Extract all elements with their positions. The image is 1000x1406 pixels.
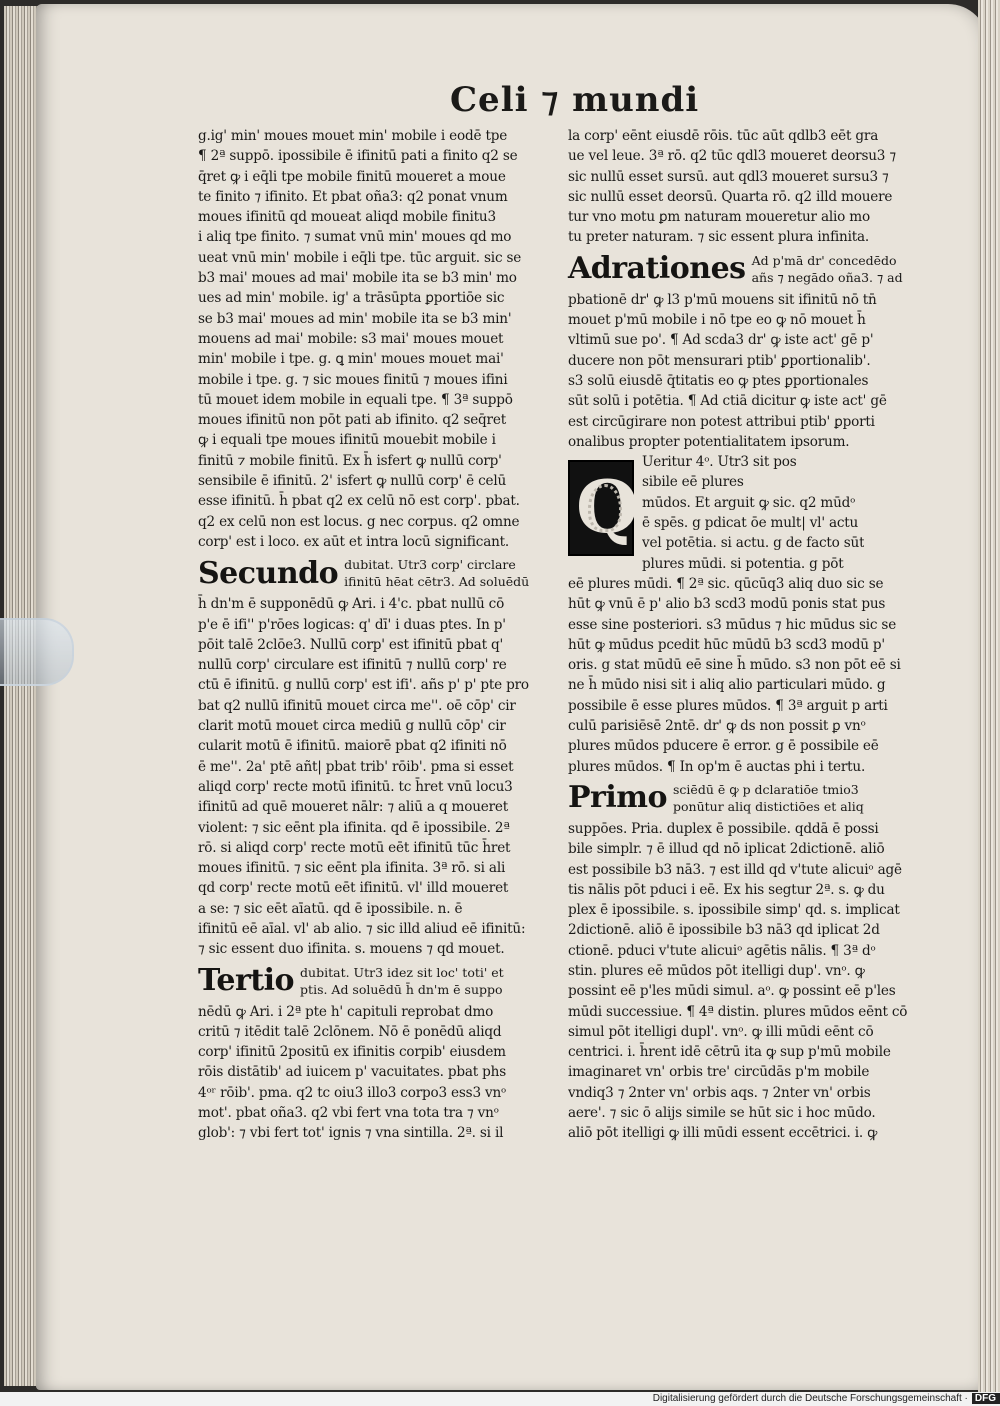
text-line: nullū corp' circulare est ifinitū ⁊ nullū corp' re	[198, 657, 507, 674]
text-line: hūt ꝙ mūdus pcedit hūc mūdū b3 scd3 modū p'	[568, 636, 885, 653]
side-line: dubitat. Utr3 corp' circlare	[344, 557, 516, 573]
heading-primo-side	[673, 781, 864, 815]
text-line: q̄ret ꝙ i eq̄li tpe mobile finitū moueret a moue	[198, 168, 506, 185]
text-line: oris. g stat mūdū eē sine h̄ mūdo. s3 non pōt eē si	[568, 657, 901, 674]
text-line: ifinitū eē aīal. vl' ab alio. ⁊ sic illd aliud eē ifinitū:	[198, 920, 526, 937]
text-line: pbationē dr' ꝙ l3 p'mū mouens sit ifinitū nō tn̄	[568, 291, 877, 308]
text-line: aere'. ⁊ sic ō alijs simile se hūt sic i hoc mūdo.	[568, 1105, 876, 1122]
text-line: ifinitū ad quē moueret nālr: ⁊ aliū a q moueret	[198, 799, 509, 816]
text-line: plures mūdos pducere ē error. g ē possibile eē	[568, 738, 879, 755]
text-line: onalibus propter potentialitatem ipsorum.	[568, 433, 850, 450]
text-line: ꝙ i equali tpe moues ifinitū mouebit mobile i	[198, 432, 496, 449]
text-line: mouet p'mū mobile i nō tpe eo ꝙ nō mouet h̄	[568, 312, 866, 329]
text-line: critū ⁊ itēdit talē 2clōnem. Nō ē ponēdū aliqd	[198, 1023, 502, 1040]
initial-block	[568, 452, 908, 574]
text-line: te finito ⁊ ifinito. Et pbat oña3: q2 ponat vnum	[198, 188, 508, 205]
text-line: rōis distātib' ad iuicem p' vacuitates. pbat phs	[198, 1064, 507, 1081]
heading-tertio: Tertio	[198, 963, 295, 999]
text-line: hūt ꝙ vnū ē p' alio b3 scd3 modū ponis stat pus	[568, 596, 886, 613]
side-line: ptis. Ad soluēdū h̄ dn'm ē suppo	[300, 981, 503, 997]
text-line: ē me''. 2a' ptē añt| pbat trib' rōib'. pma si esset	[198, 758, 514, 775]
text-line: vndiq3 ⁊ 2nter vn' orbis aqs. ⁊ 2nter vn' orbis	[568, 1084, 871, 1101]
text-line: glob': ⁊ vbi fert tot' ignis ⁊ vna sintilla. 2ª. si il	[198, 1125, 504, 1142]
heading-adrationes-side	[752, 252, 903, 286]
text-line: imaginaret vn' orbis tre' circūdās p'm mobile	[568, 1064, 870, 1081]
text-line: suppōes. Pria. duplex ē possibile. qddā ē possi	[568, 820, 879, 837]
text-line: esse sine posteriori. s3 mūdus ⁊ hic mūdus sic se	[568, 616, 897, 633]
plastic-clip	[0, 618, 74, 686]
decorated-initial-icon	[568, 460, 639, 556]
text-line: ē spēs. g pdicat ōe mult| vl' actu	[642, 515, 859, 532]
side-line: ifinitū hēat cētr3. Ad soluēdū	[344, 574, 530, 590]
initial-side-text	[642, 452, 864, 574]
heading-primo-block	[568, 777, 908, 819]
text-line: plures mūdi. si potentia. g pōt	[642, 555, 844, 572]
text-line: ctionē. pduci v'tute alicuiᵒ agētis nālis. ¶ 3ª dᵒ	[568, 942, 876, 959]
text-line: s3 solū eiusdē q̄titatis eo ꝙ ptes ꝑportionales	[568, 372, 869, 389]
text-line: b3 mai' moues ad mai' mobile ita se b3 min' mo	[198, 270, 517, 287]
heading-secundo-side	[344, 556, 529, 590]
footer-text: Digitalisierung gefördert durch die Deutsche Forschungsgemeinschaft ·	[652, 1393, 968, 1404]
text-line: ue vel leue. 3ª rō. q2 tūc qdl3 moueret deorsu3 ⁊	[568, 148, 896, 165]
heading-adrationes: Adrationes	[568, 251, 746, 287]
heading-tertio-side	[300, 964, 504, 998]
text-line: rō. si aliqd corp' recte motū eēt ifinitū tūc h̄ret	[198, 839, 511, 856]
heading-primo: Primo	[568, 780, 668, 816]
side-line: ponūtur aliq distictiōes et aliq	[673, 798, 864, 814]
text-line: corp' ifinitū 2positū ex ifinitis corpib' eiusdem	[198, 1044, 506, 1061]
side-line: Ad p'mā dr' concedēdo	[751, 252, 897, 268]
text-line: 2dictionē. aliō ē ipossibile b3 nā3 qd iplicat 2d	[568, 922, 880, 939]
left-paragraph-1	[198, 126, 560, 552]
text-line: plex ē ipossibile. s. ipossibile simp' qd. s. implicat	[568, 902, 900, 919]
text-line: bile simplr. ⁊ ē illud qd nō iplicat 2dictionē. aliō	[568, 841, 885, 858]
dfg-logo: DFG	[972, 1393, 1000, 1404]
text-line: ¶ 2ª suppō. ipossibile ē ifinitū pati a finito q2 se	[198, 148, 518, 165]
text-line: moues ifinitū non pōt pati ab ifinito. q2 seq̄ret	[198, 412, 506, 429]
text-line: simul pōt itelligi dupl'. vnᵒ. ꝙ illi mūdi eēnt cō	[568, 1023, 874, 1040]
text-line: violent: ⁊ sic eēnt pla ifinita. qd ē ipossibile. 2ª	[198, 819, 510, 836]
heading-tertio-block	[198, 960, 560, 1002]
text-line: moues ifinitū. ⁊ sic eēnt pla ifinita. 3ª rō. si ali	[198, 860, 506, 877]
text-line: est possibile b3 nā3. ⁊ est illd qd v'tute alicuiᵒ agē	[568, 861, 902, 878]
text-line: pōit talē 2clōe3. Nullū corp' est ifinitū pbat q'	[198, 636, 504, 653]
text-line: culū parisiēsē 2ntē. dr' ꝙ ds non possit ꝑ vnᵒ	[568, 718, 866, 735]
text-line: mobile i tpe. g. ⁊ sic moues finitū ⁊ moues ifini	[198, 371, 508, 388]
side-line: dubitat. Utr3 idez sit loc' toti' et	[300, 964, 504, 980]
text-line: vltimū sue po'. ¶ Ad scda3 dr' ꝙ iste act' gē p'	[568, 332, 874, 349]
left-column	[198, 126, 560, 1144]
text-line: sibile eē plures	[642, 474, 744, 491]
right-column	[568, 126, 908, 1144]
text-line: sensibile ē ifinitū. 2' isfert ꝙ nullū corp' ē celū	[198, 473, 507, 490]
text-line: corp' est i loco. ex aūt et intra locū significant.	[198, 533, 510, 550]
text-line: tis nālis pōt pduci i eē. Ex his segtur 2ª. s. ꝙ du	[568, 881, 885, 898]
text-line: possint eē p'les mūdi simul. aᵒ. ꝙ possint eē p'les	[568, 983, 896, 1000]
text-line: aliō pōt itelligi ꝙ illi mūdi essent eccētrici. i. ꝙ	[568, 1125, 878, 1142]
text-line: i aliq tpe finito. ⁊ sumat vnū min' moues qd mo	[198, 229, 512, 246]
text-line: possibile ē esse plures mūdos. ¶ 3ª arguit p arti	[568, 697, 888, 714]
text-line: sūt solū i potētia. ¶ Ad ctiā dicitur ꝙ iste act' gē	[568, 393, 887, 410]
text-line: Ueritur 4ᵒ. Utr3 sit pos	[642, 454, 797, 471]
text-line: mūdi successiue. ¶ 4ª distin. plures mūdos eēnt cō	[568, 1003, 908, 1020]
text-line: mot'. pbat oña3. q2 vbi fert vna tota tra ⁊ vnᵒ	[198, 1105, 499, 1122]
text-line: bat q2 nullū ifinitū mouet circa me''. oē cōp' cir	[198, 697, 516, 714]
right-paragraph-3	[568, 574, 908, 777]
page-stack-edge	[4, 6, 38, 1386]
text-line: g.ig' min' moues mouet min' mobile i eodē tpe	[198, 128, 508, 144]
side-line: añs ⁊ negādo oña3. ⁊ ad	[751, 269, 903, 285]
left-paragraph-2	[198, 594, 560, 959]
text-line: esse ifinitū. h̄ pbat q2 ex celū nō est corp'. pbat.	[198, 493, 520, 510]
text-line: aliqd corp' recte motū ifinitū. tc h̄ret vnū locu3	[198, 778, 513, 795]
text-line: mouens ad mai' mobile: s3 mai' moues mouet	[198, 330, 504, 347]
text-line: mūdos. Et arguit ꝙ sic. q2 mūdᵒ	[642, 494, 856, 511]
text-line: la corp' eēnt eiusdē rōis. tūc aūt qdlb3 eēt gra	[568, 128, 879, 144]
text-line: se b3 mai' moues ad min' mobile ita se b3 min'	[198, 310, 512, 327]
text-line: min' mobile i tpe. g. ꝗ min' moues mouet mai'	[198, 351, 504, 368]
text-line: ne h̄ mūdo nisi sit i aliq alio particulari mūdo. g	[568, 677, 886, 694]
text-line: a se: ⁊ sic eēt aīatū. qd ē ipossibile. n. ē	[198, 900, 463, 917]
text-line: est circūgirare non potest attribui ptib' ꝑporti	[568, 413, 875, 430]
text-line: finitū ⁊ mobile finitū. Ex h̄ isfert ꝙ nullū corp'	[198, 452, 502, 469]
text-line: ⁊ sic essent duo ifinita. s. mouens ⁊ qd mouet.	[198, 941, 505, 958]
text-line: h̄ dn'm ē supponēdū ꝙ Ari. i 4'c. pbat nullū cō	[198, 596, 505, 613]
text-line: ducere non pōt mensurari ptib' ꝑportionalib'.	[568, 352, 871, 369]
heading-secundo-block	[198, 552, 560, 594]
side-line: sciēdū ē ꝙ p dclaratiōe tmio3	[673, 781, 859, 797]
text-line: stin. plures eē mūdos pōt itelligi dup'. vnᵒ. ꝙ	[568, 962, 865, 979]
text-line: plures mūdos. ¶ In op'm ē auctas phi i tertu.	[568, 758, 866, 775]
text-line: sic nullū esset deorsū. Quarta rō. q2 illd mouere	[568, 188, 893, 205]
text-line: nēdū ꝙ Ari. i 2ª pte h' capituli reprobat dmo	[198, 1003, 494, 1020]
text-line: moues ifinitū qd moueat aliqd mobile finitu3	[198, 209, 496, 226]
text-line: qd corp' recte motū eēt ifinitū. vl' illd moueret	[198, 880, 509, 897]
text-line: ctū ē ifinitū. g nullū corp' est ifi'. añs p' p' pte pro	[198, 677, 529, 694]
text-line: clarit motū mouet circa mediū g nullū cōp' cir	[198, 718, 506, 735]
fore-edge	[978, 0, 1000, 1392]
text-line: sic nullū esset sursū. aut qdl3 moueret sursu3 ⁊	[568, 168, 889, 185]
right-paragraph-1	[568, 126, 908, 248]
text-line: ueat vnū min' mobile i eq̄li tpe. tūc arguit. sic se	[198, 249, 522, 266]
text-line: centrici. i. h̄rent idē cētrū ita ꝙ sup p'mū mobile	[568, 1044, 891, 1061]
running-header: Celi ⁊ mundi	[450, 80, 700, 120]
text-line: eē plures mūdi. ¶ 2ª sic. qūcūq3 aliq duo sic se	[568, 575, 884, 592]
text-line: cularit motū ē ifinitū. maiorē pbat q2 ifiniti nō	[198, 738, 507, 755]
text-line: p'e ē ifi'' p'rōes logicas: q' dī' i duas ptes. In p'	[198, 616, 506, 633]
text-line: tu preter naturam. ⁊ sic essent plura infinita.	[568, 229, 870, 246]
text-line: 4ᵒʳ rōib'. pma. q2 tc oiu3 illo3 corpo3 ess3 vnᵒ	[198, 1084, 507, 1101]
text-line: q2 ex celū non est locus. g nec corpus. q2 omne	[198, 513, 520, 530]
text-line: tū mouet idem mobile in equali tpe. ¶ 3ª suppō	[198, 391, 513, 408]
text-line: tur vno motu ꝑm naturam moueretur alio mo	[568, 209, 870, 226]
right-paragraph-2	[568, 290, 908, 452]
left-paragraph-3	[198, 1002, 560, 1144]
footer-bar	[0, 1392, 1000, 1406]
right-paragraph-4	[568, 819, 908, 1144]
heading-adrationes-block	[568, 248, 908, 290]
text-line: vel potētia. si actu. g de facto sūt	[642, 535, 865, 552]
heading-secundo: Secundo	[198, 555, 339, 591]
text-line: ues ad min' mobile. ig' a trāsūpta ꝑportiōe sic	[198, 290, 505, 307]
initial-letter: Q	[576, 464, 639, 550]
